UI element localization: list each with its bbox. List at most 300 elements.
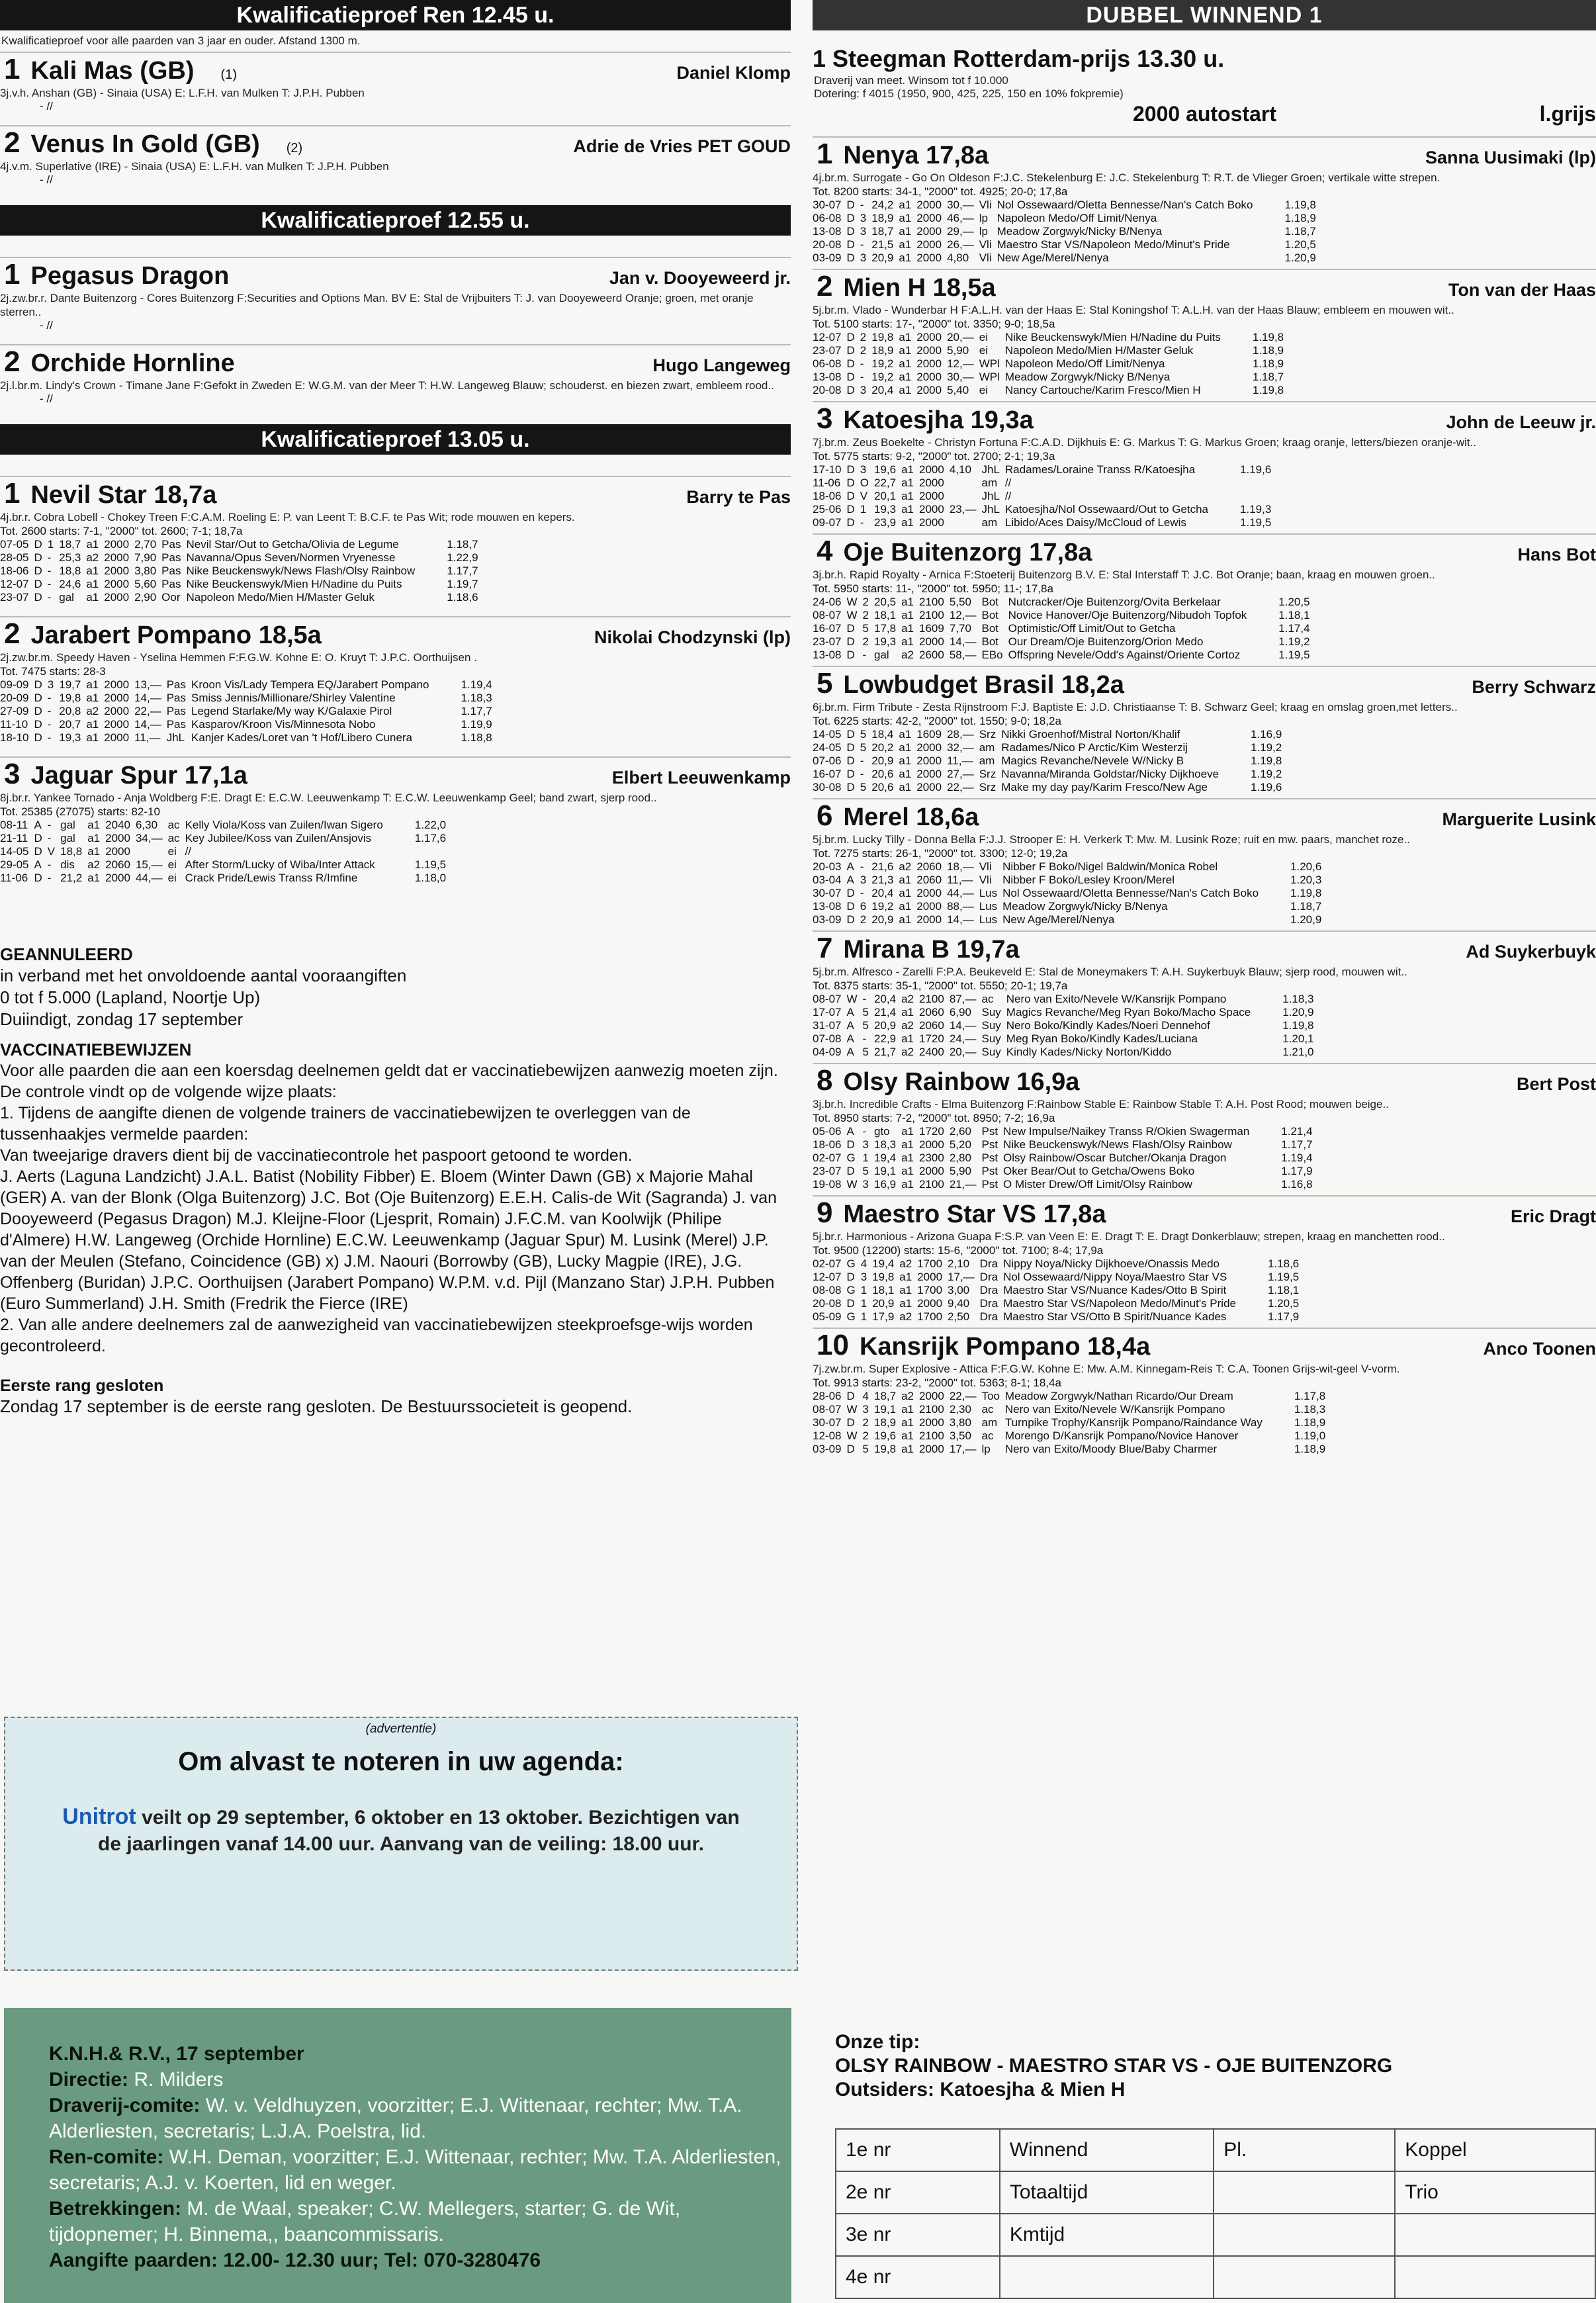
- result-cell: a1: [86, 578, 99, 590]
- result-cell: a2: [899, 1310, 912, 1323]
- horse-pedigree: 4j.br.r. Cobra Lobell - Chokey Treen F:C.A.M. Roeling E: P. van Leent T: B.C.F. te Pas Wit; rode mouwen en kepers.: [0, 511, 575, 523]
- result-cell: Srz: [979, 768, 997, 780]
- result-row: [0, 832, 451, 845]
- result-cell: 03-09: [813, 251, 842, 264]
- first-rank-title: Eerste rang gesloten: [0, 1377, 164, 1395]
- result-cell: Napoleon Medo/Off Limit/Nenya: [997, 212, 1157, 224]
- result-cell: 20,9: [871, 754, 894, 767]
- result-cell: 20,1: [874, 490, 897, 502]
- info-line: [49, 2247, 791, 2273]
- horse-number: 1: [4, 258, 21, 291]
- result-cell: Maestro Star VS/Nuance Kades/Otto B Spirit: [1003, 1284, 1227, 1296]
- result-cell: a1: [901, 1429, 914, 1442]
- result-cell: Navanna/Opus Seven/Normen Vryenesse: [186, 551, 396, 564]
- result-cell: Nikki Groenhof/Mistral Norton/Khalif: [1001, 728, 1180, 741]
- horse-stats: Tot. 25385 (27075) starts: 82-10: [0, 805, 160, 818]
- horse-name: Katoesjha 19,3a: [843, 406, 1034, 434]
- result-cell: 21-11: [0, 832, 28, 844]
- result-cell: 6,30: [135, 819, 158, 831]
- result-cell: ei: [167, 872, 177, 884]
- horse-name: Jaguar Spur 17,1a: [30, 762, 247, 790]
- result-cell: D: [34, 538, 42, 551]
- result-cell: a1: [899, 1297, 912, 1310]
- result-cell: Nero Boko/Kindly Kades/Noeri Dennehof: [1006, 1019, 1210, 1032]
- result-cell: Pst: [981, 1165, 998, 1177]
- result-row: [0, 551, 484, 564]
- result-cell: 21,5: [871, 238, 894, 251]
- result-cell: a1: [901, 490, 914, 502]
- result-cell: gal: [59, 591, 74, 604]
- result-cell: Oor: [161, 591, 181, 604]
- result-cell: Vli: [979, 251, 992, 264]
- result-cell: -: [47, 819, 52, 831]
- result-cell: Kindly Kades/Nicky Norton/Kiddo: [1006, 1046, 1172, 1058]
- result-cell: 29,—: [947, 225, 974, 238]
- result-cell: Srz: [979, 781, 997, 793]
- result-cell: Nero van Exito/Nevele W/Kansrijk Pompano: [1004, 1403, 1225, 1416]
- result-cell: 1609: [919, 622, 944, 635]
- result-cell: 1700: [917, 1310, 943, 1323]
- result-cell: 3: [47, 678, 54, 691]
- results-table: [0, 678, 498, 745]
- result-cell: Pas: [166, 718, 187, 731]
- driver-name: Adrie de Vries PET GOUD: [573, 136, 791, 156]
- result-cell: 18,7: [874, 1390, 897, 1402]
- result-cell: 2000: [916, 371, 942, 383]
- geannuleerd-title: GEANNULEERD: [0, 944, 133, 964]
- horse-number: 7: [817, 932, 833, 964]
- result-row: [0, 872, 451, 885]
- result-row: [813, 1152, 1318, 1165]
- result-cell: a1: [86, 718, 99, 731]
- result-cell: 28,—: [947, 728, 974, 741]
- horse-name-block: [813, 667, 1124, 700]
- horse-pedigree: 5j.br.m. Lucky Tilly - Donna Bella F:J.J. Strooper E: H. Verkerk T: Mw. M. Lusink Roze; ruit en mw. paars, manchet roze..: [813, 833, 1410, 846]
- info-line: [49, 2041, 791, 2067]
- result-cell: 17-07: [813, 1006, 842, 1018]
- horse-stats: Tot. 7475 starts: 28-3: [0, 665, 106, 678]
- result-cell: am: [981, 1416, 998, 1429]
- horse-name: Kali Mas (GB): [30, 57, 195, 85]
- result-cell: 5: [862, 1165, 869, 1177]
- result-cell: 1.16,9: [1251, 728, 1282, 741]
- result-cell: 05-09: [813, 1310, 842, 1323]
- result-cell: a1: [86, 591, 99, 604]
- info-label: Directie:: [49, 2069, 134, 2091]
- result-cell: 19,6: [874, 463, 897, 476]
- result-cell: 1.21,4: [1281, 1125, 1313, 1138]
- result-cell: 13-08: [813, 649, 842, 661]
- result-cell: Crack Pride/Lewis Transs R/Imfine: [185, 872, 358, 884]
- result-cell: 2300: [919, 1152, 944, 1164]
- driver-name: Berry Schwarz: [1472, 677, 1596, 697]
- result-cell: 2060: [919, 1006, 944, 1018]
- result-cell: New Impulse/Naikey Transs R/Okien Swagerman: [1003, 1125, 1250, 1138]
- result-cell: 12-07: [813, 331, 842, 343]
- result-cell: Napoleon Medo/Mien H/Master Geluk: [186, 591, 375, 604]
- result-cell: 1.19,6: [1240, 463, 1272, 476]
- result-cell: 20,6: [871, 781, 894, 793]
- result-cell: a1: [901, 596, 914, 608]
- result-cell: a1: [901, 609, 914, 621]
- result-cell: D: [846, 728, 855, 741]
- result-row: [813, 874, 1327, 887]
- result-cell: 2060: [916, 860, 942, 873]
- result-cell: 58,—: [949, 649, 977, 661]
- horse-name-block: [813, 1197, 1106, 1230]
- result-cell: 1.18,9: [1252, 357, 1284, 370]
- result-cell: 1.19,4: [461, 678, 492, 691]
- tip-label: Onze tip:: [835, 2031, 920, 2053]
- result-cell: a1: [901, 635, 914, 648]
- horse-name-block: [813, 799, 979, 833]
- result-cell: a1: [901, 1403, 914, 1416]
- horse-name-block: [0, 617, 322, 651]
- horse-headline: [0, 344, 791, 379]
- horse-number: 8: [817, 1064, 833, 1097]
- result-cell: 1.22,9: [447, 551, 478, 564]
- result-cell: 2: [862, 635, 869, 648]
- result-cell: 09-07: [813, 516, 842, 529]
- horse-headline: [0, 616, 791, 651]
- result-cell: Magics Revanche/Nevele W/Nicky B: [1001, 754, 1184, 767]
- result-cell: Nike Beuckenswyk/Mien H/Nadine du Puits: [186, 578, 402, 590]
- result-cell: lp: [979, 225, 988, 238]
- result-cell: a2: [87, 858, 101, 871]
- result-cell: 2: [862, 596, 869, 608]
- result-cell: 1.20,5: [1268, 1297, 1300, 1310]
- vaccination-title: VACCINATIEBEWIJZEN: [0, 1040, 192, 1060]
- result-cell: 5: [862, 1443, 869, 1455]
- result-cell: -: [862, 649, 867, 661]
- result-cell: 5: [862, 1019, 869, 1032]
- result-cell: 18,1: [874, 609, 897, 621]
- result-cell: 1.18,9: [1294, 1416, 1326, 1429]
- result-cell: D: [846, 768, 855, 780]
- result-cell: 3: [860, 225, 867, 238]
- result-cell: D: [846, 384, 855, 396]
- horse-name: Orchide Hornline: [30, 349, 235, 377]
- result-cell: 6: [860, 900, 867, 913]
- result-row: [813, 212, 1321, 225]
- result-row: [813, 622, 1315, 635]
- ad-brand: Unitrot: [62, 1804, 136, 1829]
- horse-name: Jarabert Pompano 18,5a: [30, 621, 322, 649]
- result-cell: Pas: [161, 551, 181, 564]
- result-cell: D: [846, 900, 855, 913]
- horse-number: 2: [4, 617, 21, 650]
- result-cell: D: [34, 845, 42, 858]
- result-cell: A: [846, 874, 854, 886]
- result-cell: A: [34, 858, 42, 871]
- result-cell: 2,30: [949, 1403, 971, 1416]
- result-cell: gal: [60, 832, 75, 844]
- left-column: [0, 0, 791, 1418]
- ad-tag: (advertentie): [365, 1722, 437, 1736]
- result-cell: 30-08: [813, 781, 842, 793]
- result-cell: A: [846, 1006, 854, 1018]
- result-cell: 1.18,7: [1284, 225, 1316, 238]
- result-cell: D: [846, 1416, 855, 1429]
- result-cell: 14,—: [947, 913, 974, 926]
- tip-table-cell: [1395, 2214, 1595, 2256]
- result-cell: 3: [862, 1178, 869, 1191]
- results-table: [0, 538, 484, 604]
- result-cell: Magics Revanche/Meg Ryan Boko/Macho Space: [1006, 1006, 1251, 1018]
- result-cell: 5,20: [949, 1138, 971, 1151]
- horse-headline: [813, 798, 1596, 833]
- result-row: [813, 609, 1315, 622]
- result-cell: 3: [860, 212, 867, 224]
- horse-name-block: [0, 258, 229, 291]
- result-cell: 2,50: [948, 1310, 970, 1323]
- horse-headline: [0, 52, 791, 86]
- result-cell: 29-05: [0, 858, 29, 871]
- result-cell: 20,—: [949, 1046, 977, 1058]
- result-row: [813, 993, 1319, 1006]
- result-cell: 3: [860, 384, 867, 396]
- result-cell: -: [47, 705, 52, 717]
- result-cell: 5,90: [949, 1165, 971, 1177]
- result-cell: 11,—: [947, 874, 973, 886]
- driver-name: Hugo Langeweg: [652, 355, 791, 375]
- horse-entry: [813, 1195, 1596, 1243]
- result-cell: 20-08: [813, 384, 842, 396]
- results-table: [813, 1125, 1318, 1191]
- result-cell: 03-09: [813, 1443, 842, 1455]
- result-cell: 5,40: [947, 384, 969, 396]
- result-cell: Nibber F Boko/Lesley Kroon/Merel: [1002, 874, 1175, 886]
- result-cell: 6,90: [949, 1006, 971, 1018]
- result-cell: D: [846, 1138, 855, 1151]
- tip-table-cell: Kmtijd: [1000, 2214, 1214, 2256]
- result-cell: 19,8: [874, 1443, 897, 1455]
- result-cell: 11-10: [0, 718, 28, 731]
- driver-name: Eric Dragt: [1510, 1206, 1596, 1226]
- result-cell: 4: [862, 1390, 869, 1402]
- horse-pedigree: 2j.l.br.m. Lindy's Crown - Timane Jane F:Gefokt in Zweden E: W.G.M. van der Meer T: H.W. Langeweg Blauw; schouderst. en biezen zwart, embleem rood..: [0, 379, 774, 392]
- race-title: 1 Steegman Rotterdam-prijs 13.30 u.: [813, 45, 1225, 72]
- horse-number: 1: [817, 138, 833, 170]
- result-cell: 12-08: [813, 1429, 842, 1442]
- result-row: [0, 538, 484, 551]
- result-cell: a1: [86, 692, 99, 704]
- result-cell: a1: [899, 874, 912, 886]
- result-cell: 5: [860, 728, 867, 741]
- result-cell: 2000: [916, 344, 942, 357]
- result-cell: 07-06: [813, 754, 842, 767]
- result-cell: 19,6: [874, 1429, 897, 1442]
- result-row: [813, 754, 1287, 768]
- result-cell: [1214, 476, 1276, 490]
- result-cell: 1.19,5: [414, 858, 447, 871]
- result-cell: 2000: [104, 538, 130, 551]
- results-table: [813, 331, 1289, 397]
- result-cell: -: [860, 371, 864, 383]
- race-entries: [813, 136, 1596, 1456]
- result-cell: W: [846, 1429, 858, 1442]
- result-cell: a1: [899, 741, 912, 754]
- horse-number: 2: [4, 345, 21, 378]
- horse-name: Olsy Rainbow 16,9a: [843, 1068, 1080, 1096]
- result-cell: 1.17,4: [1278, 622, 1310, 635]
- result-cell: Kasparov/Kroon Vis/Minnesota Nobo: [191, 718, 376, 731]
- tip-table-cell: Pl.: [1214, 2129, 1395, 2171]
- result-cell: 30-07: [813, 1416, 842, 1429]
- result-cell: 2000: [919, 1138, 944, 1151]
- result-cell: 18,8: [60, 845, 83, 858]
- result-row: [813, 728, 1287, 741]
- result-cell: 1.19,5: [1278, 649, 1310, 661]
- result-cell: 3: [862, 1403, 869, 1416]
- horse-stats: Tot. 6225 starts: 42-2, "2000" tot. 1550; 9-0; 18,2a: [813, 715, 1061, 727]
- info-line: [49, 2093, 791, 2144]
- result-cell: 20,9: [871, 913, 894, 926]
- ad-body: [5, 1803, 797, 1858]
- result-cell: 20-03: [813, 860, 842, 873]
- result-cell: Dra: [979, 1271, 998, 1283]
- result-cell: 2: [860, 913, 867, 926]
- result-cell: Nero van Exito/Moody Blue/Baby Charmer: [1004, 1443, 1218, 1455]
- result-cell: Nero van Exito/Nevele W/Kansrijk Pompano: [1006, 993, 1227, 1005]
- result-cell: -: [47, 591, 52, 604]
- tip-table-row: [836, 2214, 1595, 2256]
- result-cell: 1700: [917, 1284, 943, 1296]
- info-label: Ren-comite:: [49, 2146, 169, 2168]
- horse-number: 2: [817, 270, 833, 302]
- advertisement: [4, 1717, 798, 1971]
- result-cell: O Mister Drew/Off Limit/Olsy Rainbow: [1003, 1178, 1192, 1191]
- result-cell: 1: [47, 538, 54, 551]
- result-cell: 1.19,7: [447, 578, 478, 590]
- result-cell: -: [860, 516, 864, 529]
- result-cell: 1.18,1: [1268, 1284, 1300, 1296]
- result-cell: -: [47, 718, 52, 731]
- result-cell: 3: [860, 463, 867, 476]
- result-cell: D: [846, 490, 855, 502]
- result-cell: 2,10: [948, 1257, 970, 1270]
- horse-headline: [0, 125, 791, 159]
- tip-block: [835, 2030, 1392, 2102]
- result-cell: Pas: [161, 538, 181, 551]
- horse-entry: [0, 257, 791, 319]
- horse-name: Maestro Star VS 17,8a: [843, 1200, 1106, 1228]
- result-cell: Nol Ossewaard/Oletta Bennesse/Nan's Catch Boko: [997, 199, 1253, 211]
- result-cell: Radames/Loraine Transs R/Katoesjha: [1004, 463, 1196, 476]
- horse-headline: [813, 1063, 1596, 1097]
- dubbel-winnend-header: DUBBEL WINNEND 1: [813, 0, 1596, 30]
- result-cell: D: [34, 551, 42, 564]
- result-cell: 31-07: [813, 1019, 842, 1032]
- result-cell: 16-07: [813, 622, 842, 635]
- horse-stats: Tot. 5775 starts: 9-2, "2000" tot. 2700; 2-1; 19,3a: [813, 450, 1055, 463]
- result-cell: 18,9: [871, 212, 894, 224]
- result-row: [0, 705, 498, 718]
- horse-headline: [813, 1328, 1596, 1362]
- result-cell: 18,3: [874, 1138, 897, 1151]
- result-cell: 9,40: [948, 1297, 970, 1310]
- result-cell: a2: [899, 1257, 912, 1270]
- result-cell: Olsy Rainbow/Oscar Butcher/Okanja Dragon: [1003, 1152, 1227, 1164]
- result-cell: a1: [901, 503, 914, 516]
- result-cell: 03-09: [813, 913, 842, 926]
- driver-name: Hans Bot: [1517, 545, 1596, 564]
- horse-entry: [813, 798, 1596, 846]
- result-cell: D: [846, 887, 855, 899]
- result-cell: Pst: [981, 1152, 998, 1164]
- horse-entry: [0, 756, 791, 805]
- result-cell: 3: [860, 251, 867, 264]
- result-cell: 3: [860, 1271, 867, 1283]
- result-cell: W: [846, 609, 858, 621]
- result-cell: 2000: [916, 900, 942, 913]
- horse-pedigree: 2j.zw.br.r. Dante Buitenzorg - Cores Buitenzorg F:Securities and Options Man. BV E: Stal de Vrijbuiters T: J. van Dooyeweerd Oranje; groen, met oranje sterren..: [0, 292, 754, 318]
- result-cell: a1: [901, 1165, 914, 1177]
- result-cell: 2000: [916, 754, 942, 767]
- result-cell: 1.17,6: [414, 832, 447, 844]
- result-cell: 17,—: [949, 1443, 977, 1455]
- result-cell: D: [846, 1165, 855, 1177]
- result-row: [0, 591, 484, 604]
- driver-name: Marguerite Lusink: [1442, 809, 1596, 829]
- result-cell: gal: [60, 819, 75, 831]
- result-cell: 2000: [916, 913, 942, 926]
- result-row: [813, 331, 1289, 344]
- result-cell: 2: [862, 1429, 869, 1442]
- info-text: M. de Waal, speaker; C.W. Mellegers, starter; G. de Wit, tijdopnemer; H. Binnema,, baancommissaris.: [49, 2198, 681, 2245]
- result-cell: 21,3: [871, 874, 894, 886]
- result-cell: 20,7: [59, 718, 81, 731]
- result-cell: 2600: [919, 649, 944, 661]
- result-cell: 1.18,3: [1282, 993, 1314, 1005]
- result-cell: 2: [860, 331, 867, 343]
- result-cell: D: [846, 357, 855, 370]
- result-cell: a1: [87, 845, 101, 858]
- result-cell: 02-07: [813, 1257, 842, 1270]
- result-cell: 2,60: [949, 1125, 971, 1138]
- result-cell: 2000: [919, 1165, 944, 1177]
- result-cell: D: [846, 199, 855, 211]
- result-cell: 27,—: [947, 768, 974, 780]
- result-cell: 1.18,6: [1268, 1257, 1300, 1270]
- result-row: [813, 1271, 1304, 1284]
- result-row: [813, 1297, 1304, 1310]
- result-cell: 2000: [919, 516, 944, 529]
- result-cell: 20,2: [871, 741, 894, 754]
- result-row: [813, 649, 1315, 662]
- driver-name: Anco Toonen: [1483, 1339, 1596, 1359]
- horse-pedigree: 3j.br.h. Rapid Royalty - Arnica F:Stoeterij Buitenzorg B.V. E: Stal Interstaff T: J.C. Bot Oranje; baan, kraag en mouwen groen..: [813, 568, 1435, 581]
- result-cell: -: [860, 357, 864, 370]
- result-row: [813, 1046, 1319, 1059]
- result-cell: 1720: [919, 1032, 944, 1045]
- result-cell: 20,—: [947, 331, 974, 343]
- result-cell: 20-08: [813, 238, 842, 251]
- result-cell: a1: [901, 1178, 914, 1191]
- info-label: Betrekkingen:: [49, 2198, 187, 2220]
- result-row: [813, 635, 1315, 649]
- result-cell: G: [846, 1152, 856, 1164]
- result-cell: 18,4: [871, 728, 894, 741]
- result-cell: Navanna/Miranda Goldstar/Nicky Dijkhoeve: [1001, 768, 1219, 780]
- driver-name: Ton van der Haas: [1448, 280, 1596, 300]
- result-cell: 2000: [916, 225, 942, 238]
- result-cell: 20-09: [0, 692, 29, 704]
- right-column: [813, 0, 1596, 1456]
- result-cell: ei: [979, 344, 988, 357]
- result-cell: 2060: [916, 874, 942, 886]
- results-table: [813, 860, 1327, 926]
